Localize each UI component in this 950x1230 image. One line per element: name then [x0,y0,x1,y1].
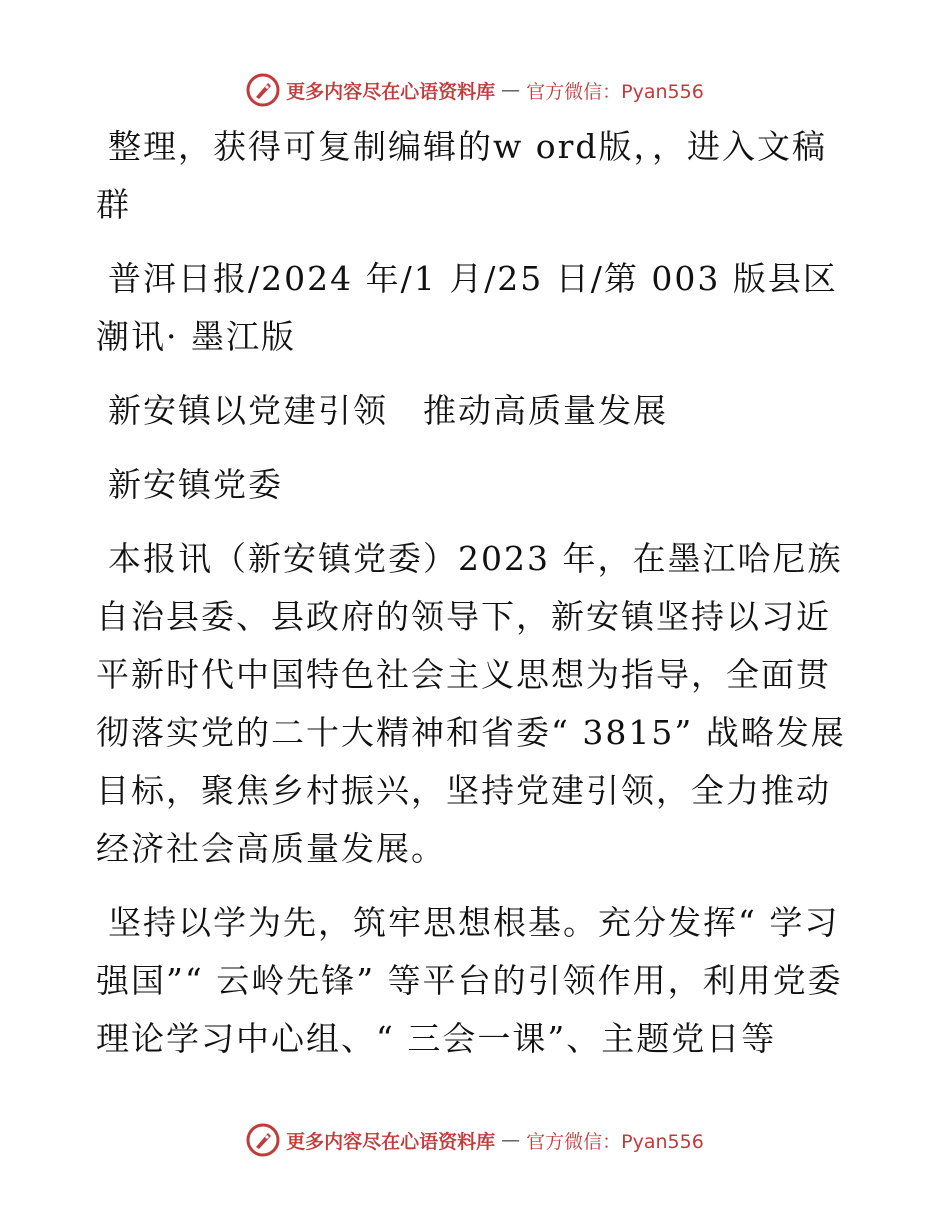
header-banner [0,70,950,110]
header-banner-text: 更多内容尽在心语资料库 [286,80,496,103]
body-paragraph: 坚持以学为先，筑牢思想根基。充分发挥“ 学习强国”“ 云岭先锋” 等平台的引领作用，利用党委理论学习中心组、“ 三会一课”、主题党日等 [96,903,843,1058]
document-body [96,118,848,1084]
article-title: 新安镇以党建引领 推动高质量发展 [108,391,668,430]
footer-banner [0,1120,950,1160]
pen-nib-logo-icon [246,1123,280,1157]
footer-banner-text: 更多内容尽在心语资料库 [286,1130,496,1153]
footer-banner-separator: — [501,1129,521,1151]
source-line: 普洱日报/2024 年/1 月/25 日/第 003 版县区潮讯· 墨江版 [96,259,838,356]
header-banner-contact: 官方微信：Pyan556 [526,80,704,103]
footer-banner-content [246,1123,704,1157]
intro-paragraph: 整理，获得可复制编辑的w ord版，，进入文稿群 [96,127,828,224]
header-banner-separator: — [501,79,521,101]
footer-banner-contact: 官方微信：Pyan556 [526,1130,704,1153]
body-paragraph: 本报讯（新安镇党委）2023 年，在墨江哈尼族自治县委、县政府的领导下，新安镇坚持以习近平新时代中国特色社会主义思想为指导，全面贯彻落实党的二十大精神和省委“ 3815” 战略发展目标，聚焦乡村振兴，坚持党建引领，全力推动经济社会高质量发展。 [96,539,846,868]
pen-nib-logo-icon [246,73,280,107]
article-author: 新安镇党委 [108,465,283,504]
header-banner-content [246,73,704,107]
